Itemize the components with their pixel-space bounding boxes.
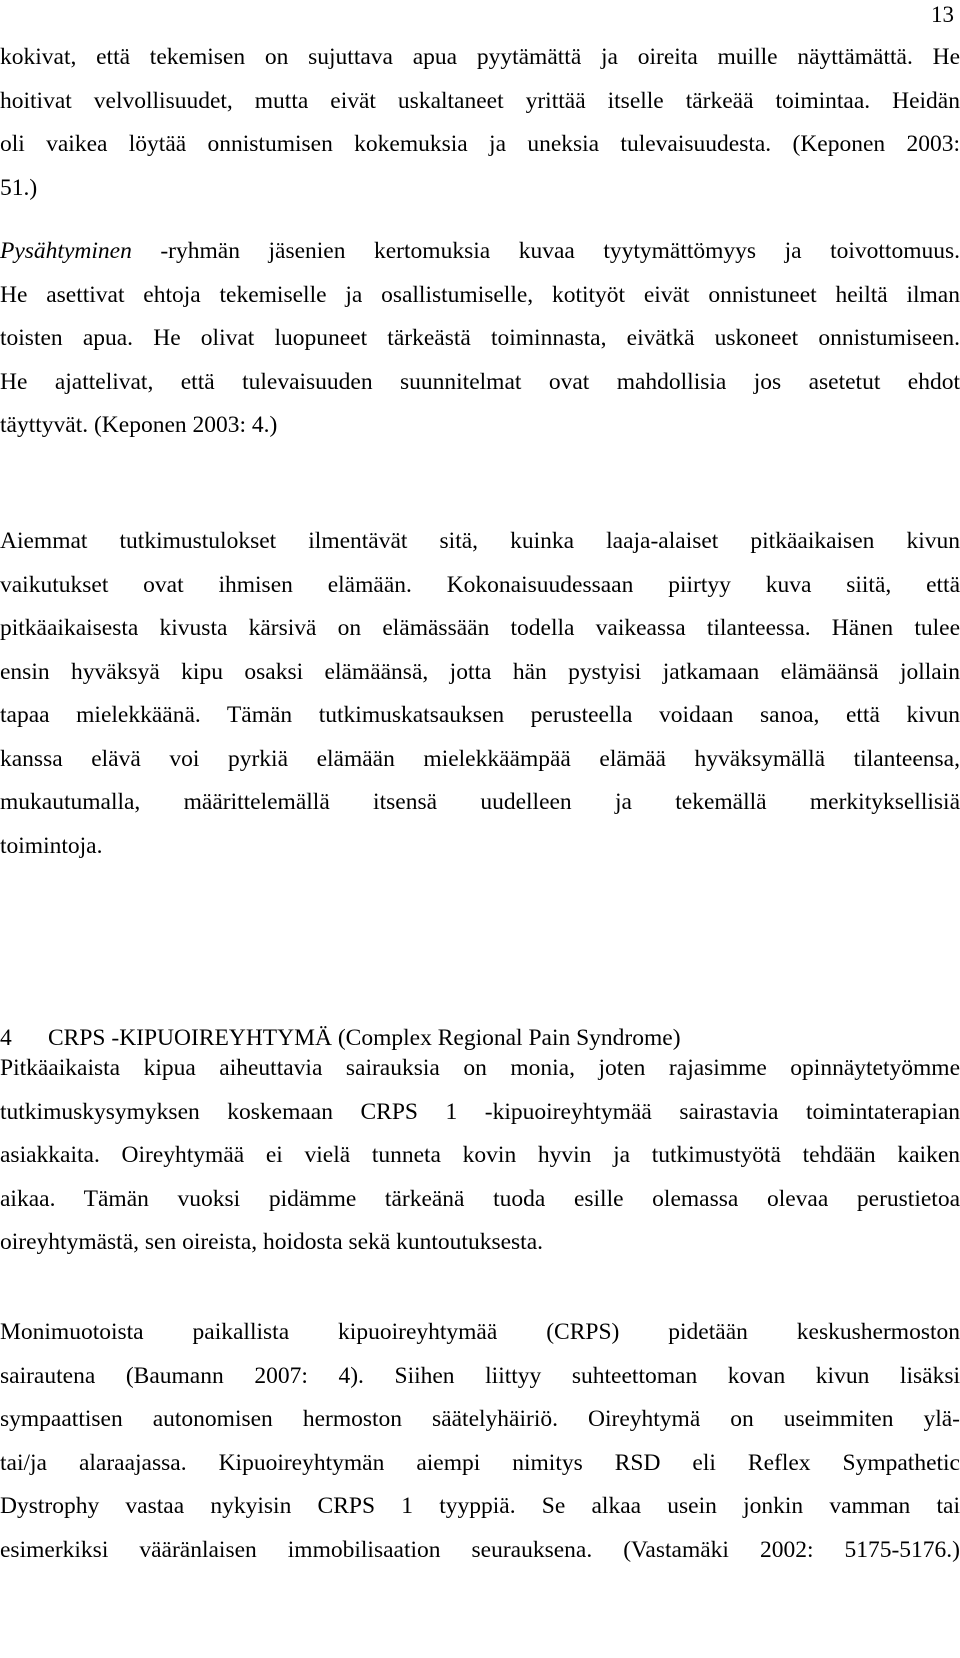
text-line: ensin hyväksyä kipu osaksi elämäänsä, jotta hän pystyisi jatkamaan elämäänsä jollain bbox=[0, 658, 960, 685]
text-line: 51.) bbox=[0, 174, 38, 201]
text-line: esimerkiksi vääränlaisen immobilisaation seurauksena. (Vastamäki 2002: 5175-5176.) bbox=[0, 1536, 960, 1563]
text-line: toisten apua. He olivat luopuneet tärkeästä toiminnasta, eivätkä uskoneet onnistumiseen. bbox=[0, 325, 960, 351]
text-line: mukautumalla, määrittelemällä itsensä uudelleen ja tekemällä merkityksellisiä bbox=[0, 789, 960, 815]
page-number: 13 bbox=[931, 2, 954, 27]
italic-term: Pysähtyminen bbox=[0, 238, 132, 264]
text-line: Pitkäaikaista kipua aiheuttavia sairauksia on monia, joten rajasimme opinnäytetyömme bbox=[0, 1055, 960, 1081]
text-line: toimintoja. bbox=[0, 832, 103, 859]
text-line: He ajattelivat, että tulevaisuuden suunnitelmat ovat mahdollisia jos asetetut ehdot bbox=[0, 368, 960, 395]
text-line: hoitivat velvollisuudet, mutta eivät uskaltaneet yrittää itselle tärkeää toimintaa. Heidän bbox=[0, 87, 960, 114]
paragraph-1 bbox=[0, 36, 960, 210]
text-line: Dystrophy vastaa nykyisin CRPS 1 tyyppiä. Se alkaa usein jonkin vamman tai bbox=[0, 1493, 960, 1519]
text-line: oli vaikea löytää onnistumisen kokemuksia ja uneksia tulevaisuudesta. (Keponen 2003: bbox=[0, 131, 960, 157]
text-line: tutkimuskysymyksen koskemaan CRPS 1 -kipuoireyhtymää sairastavia toimintaterapian bbox=[0, 1098, 960, 1125]
text-line: tapaa mielekkäänä. Tämän tutkimuskatsauksen perusteella voidaan sanoa, että kivun bbox=[0, 702, 960, 728]
text-line: pitkäaikaisesta kivusta kärsivä on elämässään todella vaikeassa tilanteessa. Hänen tulee bbox=[0, 615, 960, 641]
section-number: 4 bbox=[0, 1025, 12, 1051]
text-line: sairautena (Baumann 2007: 4). Siihen liittyy suhteettoman kovan kivun lisäksi bbox=[0, 1362, 960, 1389]
text-line: täyttyvät. (Keponen 2003: 4.) bbox=[0, 412, 278, 438]
text-line: kanssa elävä voi pyrkiä elämään mielekkäämpää elämää hyväksymällä tilanteensa, bbox=[0, 745, 960, 772]
text-line: kokivat, että tekemisen on sujuttava apua pyytämättä ja oireita muille näyttämättä. He bbox=[0, 44, 960, 70]
text-fragment: -ryhmän jäsenien kertomuksia kuvaa tyytymättömyys ja toivottomuus. bbox=[131, 238, 960, 264]
text-line: aikaa. Tämän vuoksi pidämme tärkeänä tuoda esille olemassa olevaa perustietoa bbox=[0, 1185, 960, 1212]
text-line: vaikutukset ovat ihmisen elämään. Kokonaisuudessaan piirtyy kuva siitä, että bbox=[0, 571, 960, 598]
text-line: He asettivat ehtoja tekemiselle ja osallistumiselle, kotityöt eivät onnistuneet heiltä ilman bbox=[0, 281, 960, 308]
text-line: tai/ja alaraajassa. Kipuoireyhtymän aiempi nimitys RSD eli Reflex Sympathetic bbox=[0, 1449, 960, 1476]
section-title: CRPS -KIPUOIREYHTYMÄ (Complex Regional Pain Syndrome) bbox=[48, 1025, 681, 1051]
text-line: Monimuotoista paikallista kipuoireyhtymää (CRPS) pidetään keskushermoston bbox=[0, 1319, 960, 1345]
text-line: oireyhtymästä, sen oireista, hoidosta sekä kuntoutuksesta. bbox=[0, 1229, 544, 1255]
text-line: Aiemmat tutkimustulokset ilmentävät sitä, kuinka laaja-alaiset pitkäaikaisen kivun bbox=[0, 528, 960, 554]
text-line: sympaattisen autonomisen hermoston säätelyhäiriö. Oireyhtymä on useimmiten ylä- bbox=[0, 1406, 960, 1432]
text-line bbox=[0, 230, 960, 274]
paragraph-4 bbox=[0, 1047, 960, 1265]
text-line: asiakkaita. Oireyhtymää ei vielä tunneta kovin hyvin ja tutkimustyötä tehdään kaiken bbox=[0, 1142, 960, 1168]
paragraph-3 bbox=[0, 520, 960, 868]
paragraph-5 bbox=[0, 1311, 960, 1572]
paragraph-2 bbox=[0, 230, 960, 448]
